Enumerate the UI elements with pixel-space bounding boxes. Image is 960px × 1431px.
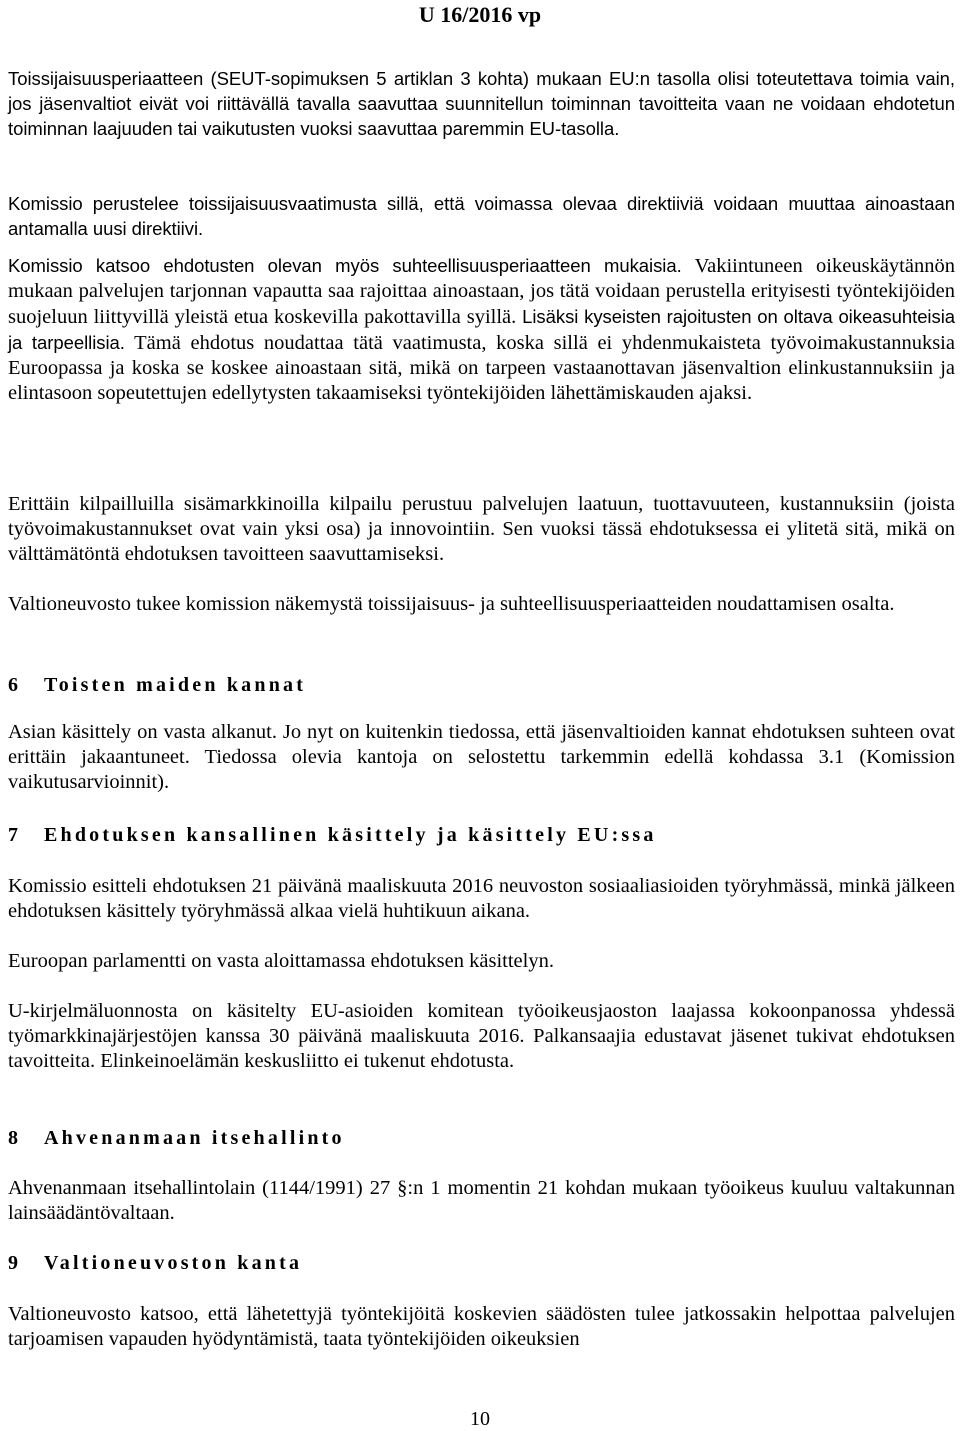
section-7-paragraph-1: Komissio esitteli ehdotuksen 21 päivänä maaliskuuta 2016 neuvoston sosiaaliasioiden työryhmässä, minkä jälkeen ehdotuksen käsittely työryhmässä alkaa vielä huhtikuun aikana.	[8, 875, 955, 922]
section-number: 8	[8, 1127, 18, 1149]
proportionality-compliance: Tämä ehdotus noudattaa tätä vaatimusta, koska sillä ei yhdenmukaisteta työvoimakustannuksia Euroopassa ja koska se koskee ainoastaan sitä, mikä on tarpeen vastaanottavan jäsenvaltion elinkustannuksiin ja elintasoon sopeutettujen edellytysten takaamiseksi työntekijöiden lähettämiskauden ajaksi.	[8, 332, 955, 404]
section-title: Ehdotuksen kansallinen käsittely ja käsittely EU:ssa	[44, 824, 657, 846]
section-number: 9	[8, 1252, 18, 1274]
section-title: Ahvenanmaan itsehallinto	[44, 1127, 345, 1149]
section-number: 7	[8, 824, 18, 846]
section-heading-9	[8, 1251, 955, 1276]
paragraph-proportionality	[8, 253, 955, 406]
section-title: Valtioneuvoston kanta	[44, 1252, 303, 1274]
paragraph-commission-justification: Komissio perustelee toissijaisuusvaatimusta sillä, että voimassa olevaa direktiiviä voidaan muuttaa ainoastaan antamalla uusi direktiivi.	[8, 193, 955, 239]
paragraph-internal-market: Erittäin kilpailluilla sisämarkkinoilla kilpailu perustuu palvelujen laatuun, tuottavuuteen, kustannuksiin (joista työvoimakustannukset ovat vain yksi osa) ja innovointiin. Sen vuoksi tässä ehdotuksessa ei ylitetä sitä, mikä on välttämätöntä ehdotuksen tavoitteen saavuttamiseksi.	[8, 493, 955, 565]
section-number: 6	[8, 674, 18, 696]
proportionality-restrictions: Lisäksi kyseisten rajoitusten on oltava oikeasuhteisia ja tarpeellisia.	[8, 306, 955, 353]
section-6-paragraph: Asian käsittely on vasta alkanut. Jo nyt on kuitenkin tiedossa, että jäsenvaltioiden kannat ehdotuksen suhteen ovat erittäin jakaantuneet. Tiedossa olevia kantoja on selostettu tarkemmin edellä kohdassa 3.1 (Komission vaikutusarvioinnit).	[8, 721, 955, 793]
section-7-paragraph-3: U-kirjelmäluonnosta on käsitelty EU-asioiden komitean työoikeusjaoston laajassa kokoonpanossa yhdessä työmarkkinajärjestöjen kanssa 30 päivänä maaliskuuta 2016. Palkansaajia edustavat jäsenet tukivat ehdotuksen tavoitteita. Elinkeinoelämän keskusliitto ei tukenut ehdotusta.	[8, 1000, 955, 1072]
section-heading-6	[8, 673, 955, 698]
section-heading-8	[8, 1126, 955, 1151]
document-header: U 16/2016 vp	[418, 2, 542, 27]
section-9-paragraph: Valtioneuvosto katsoo, että lähetettyjä työntekijöitä koskevien säädösten tulee jatkossakin helpottaa palvelujen tarjoamisen vapauden hyödyntämistä, taata työntekijöiden oikeuksien	[8, 1303, 955, 1350]
section-8-paragraph: Ahvenanmaan itsehallintolain (1144/1991) 27 §:n 1 momentin 21 kohdan mukaan työoikeus kuuluu valtakunnan lainsäädäntövaltaan.	[8, 1177, 955, 1224]
proportionality-case-law: Vakiintuneen oikeuskäytännön mukaan palvelujen tarjonnan vapautta saa rajoittaa ainoastaan, jos tätä voidaan perustella erityisesti työntekijöiden suojeluun liittyvillä yleistä etua koskevilla pakottavilla syillä.	[8, 255, 955, 328]
section-title: Toisten maiden kannat	[44, 674, 307, 696]
paragraph-government-support: Valtioneuvosto tukee komission näkemystä toissijaisuus- ja suhteellisuusperiaatteiden noudattamisen osalta.	[8, 593, 895, 615]
page-number: 10	[470, 1408, 490, 1430]
proportionality-intro: Komissio katsoo ehdotusten olevan myös suhteellisuusperiaatteen mukaisia.	[8, 255, 682, 276]
section-7-paragraph-2: Euroopan parlamentti on vasta aloittamassa ehdotuksen käsittelyn.	[8, 950, 554, 972]
paragraph-subsidiarity: Toissijaisuusperiaatteen (SEUT-sopimuksen 5 artiklan 3 kohta) mukaan EU:n tasolla olisi toteutettava toimia vain, jos jäsenvaltiot eivät voi riittävällä tavalla saavuttaa suunnitellun toiminnan tavoitteita vaan ne voidaan ehdotetun toiminnan laajuuden tai vaikutusten vuoksi saavuttaa paremmin EU-tasolla.	[8, 68, 955, 139]
section-heading-7	[8, 823, 955, 848]
